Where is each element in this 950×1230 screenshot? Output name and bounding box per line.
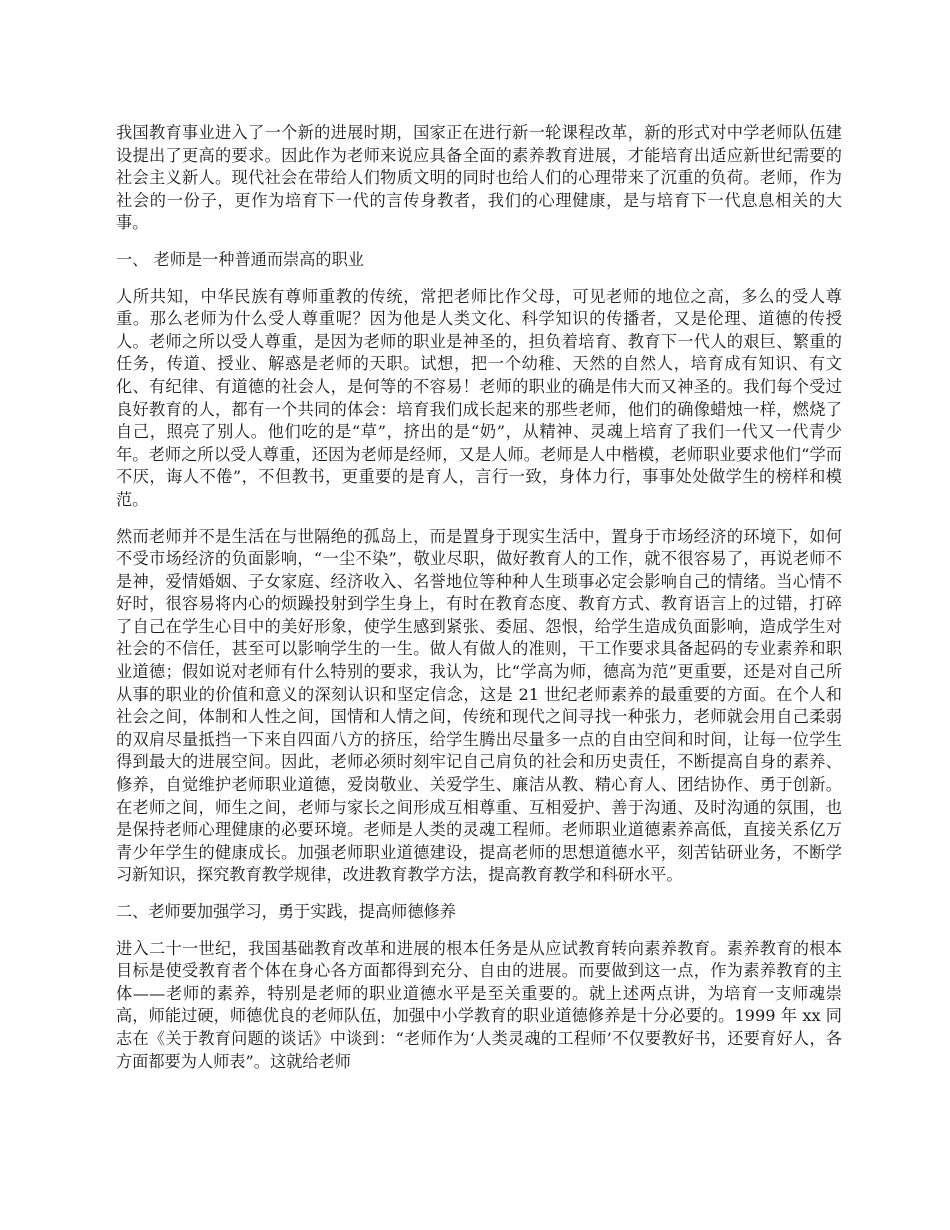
section-heading-1: 一、 老师是一种普通而崇高的职业 [116,249,364,269]
section-1-paragraph-1: 人所共知，中华民族有尊师重教的传统，常把老师比作父母，可见老师的地位之高，多么的受人尊重。那么老师为什么受人尊重呢？因为他是人类文化、科学知识的传播者，又是伦理、道德的传授人。老师之所以受人尊重，是因为老师的职业是神圣的，担负着培育、教育下一代人的艰巨、繁重的任务，传道、授业、解惑是老师的天职。试想，把一个幼稚、天然的自然人，培育成有知识、有文化、有纪律、有道德的社会人，是何等的不容易！老师的职业的确是伟大而又神圣的。我们每个受过良好教育的人，都有一个共同的体会：培育我们成长起来的那些老师，他们的确像蜡烛一样，燃烧了自己，照亮了别人。他们吃的是“草”，挤出的是“奶”，从精神、灵魂上培育了我们一代又一代青少年。老师之所以受人尊重，还因为老师是经师，又是人师。老师是人中楷模，老师职业要求他们“学而不厌，诲人不倦”，不但教书，更重要的是育人，言行一致，身体力行，事事处处做学生的榜样和模范。 [116,286,842,509]
intro-paragraph: 我国教育事业进入了一个新的进展时期，国家正在进行新一轮课程改革，新的形式对中学老师队伍建设提出了更高的要求。因此作为老师来说应具备全面的素养教育进展，才能培育出适应新世纪需要的社会主义新人。现代社会在带给人们物质文明的同时也给人们的心理带来了沉重的负荷。老师，作为社会的一份子，更作为培育下一代的言传身教者，我们的心理健康，是与培育下一代息息相关的大事。 [116,123,842,233]
section-2-paragraph-1: 进入二十一世纪，我国基础教育改革和进展的根本任务是从应试教育转向素养教育。素养教育的根本目标是使受教育者个体在身心各方面都得到充分、自由的进展。而要做到这一点，作为素养教育的主体——老师的素养，特别是老师的职业道德水平是至关重要的。就上述两点讲，为培育一支师魂崇高，师能过硬，师德优良的老师队伍，加强中小学教育的职业道德修养是十分必要的。1999 年 xx 同志在《关于教育问题的谈话》中谈到：“老师作为‘人类灵魂的工程师’不仅要教好书，还要育好人，各方面都要为人师表”。这就给老师 [116,938,842,1071]
section-heading-2: 二、老师要加强学习，勇于实践，提高师德修养 [116,902,456,921]
document-body [116,122,842,1087]
section-1-paragraph-2: 然而老师并不是生活在与世隔绝的孤岛上，而是置身于现实生活中，置身于市场经济的环境下，如何不受市场经济的负面影响，“一尘不染”，敬业尽职，做好教育人的工作，就不很容易了，再说老师不是神，爱情婚姻、子女家庭、经济收入、名誉地位等种种人生琐事必定会影响自己的情绪。当心情不好时，很容易将内心的烦躁投射到学生身上，有时在教育态度、教育方式、教育语言上的过错，打碎了自己在学生心目中的美好形象，使学生感到紧张、委屈、怨恨，给学生造成负面影响，造成学生对社会的不信任，甚至可以影响学生的一生。做人有做人的准则，干工作要求具备起码的专业素养和职业道德；假如说对老师有什么特别的要求，我认为，比“学高为师，德高为范”更重要，还是对自己所从事的职业的价值和意义的深刻认识和坚定信念，这是 21 世纪老师素养的最重要的方面。在个人和社会之间，体制和人性之间，国情和人情之间，传统和现代之间寻找一种张力，老师就会用自己柔弱的双肩尽量抵挡一下来自四面八方的挤压，给学生腾出尽量多一点的自由空间和时间，让每一位学生得到最大的进展空间。因此，老师必须时刻牢记自己肩负的社会和历史责任，不断提高自身的素养、修养，自觉维护老师职业道德，爱岗敬业、关爱学生、廉洁从教、精心育人、团结协作、勇于创新。在老师之间，师生之间，老师与家长之间形成互相尊重、互相爱护、善于沟通、及时沟通的氛围，也是保持老师心理健康的必要环境。老师是人类的灵魂工程师。老师职业道德素养高低，直接关系亿万青少年学生的健康成长。加强老师职业道德建设，提高老师的思想道德水平，刻苦钻研业务，不断学习新知识，探究教育教学规律，改进教育教学方法，提高教育教学和科研水平。 [116,526,842,885]
